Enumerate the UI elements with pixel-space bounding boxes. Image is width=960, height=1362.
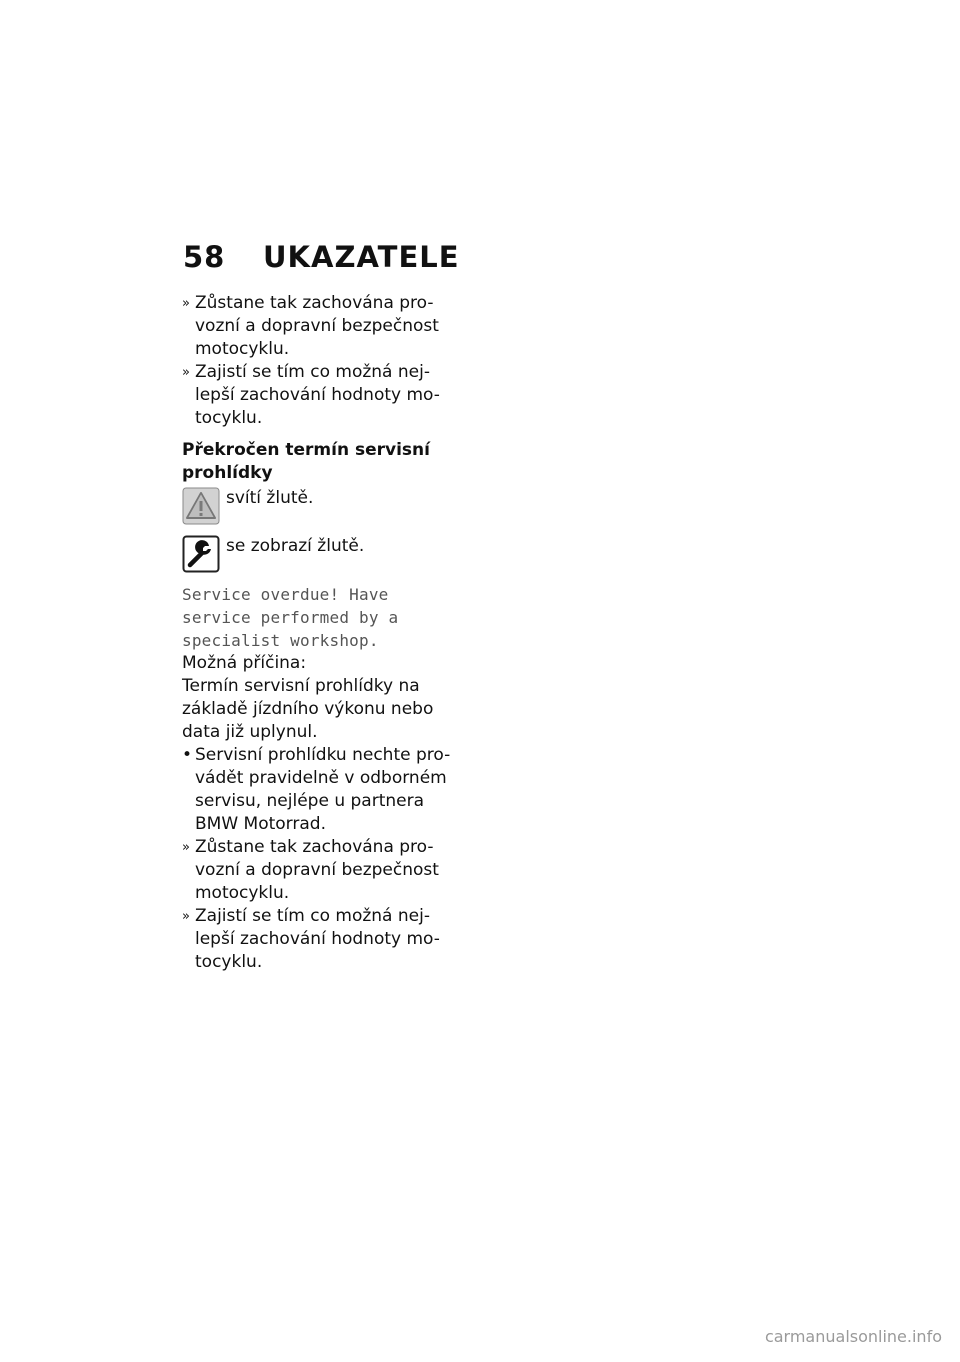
page-title: UKAZATELE	[263, 240, 460, 274]
warning-indicator-text: svítí žlutě.	[226, 488, 314, 508]
warning-triangle-icon	[182, 487, 220, 525]
page-number: 58	[183, 240, 226, 274]
cause-text: Termín servisní prohlídky na základě jízdního výkonu nebo data již uplynul.	[182, 676, 434, 742]
action-text: Servisní prohlídku nechte pro-vádět pravidelně v odborném servisu, nejlépe u partnera BMW Motorrad.	[195, 745, 451, 834]
result-item	[182, 905, 452, 974]
result-text: Zůstane tak zachována pro-vozní a dopravní bezpečnost motocyklu.	[195, 837, 439, 903]
wrench-icon	[182, 535, 220, 573]
cause-label: Možná příčina:	[182, 653, 307, 673]
result-text: Zůstane tak zachována pro-vozní a dopravní bezpečnost motocyklu.	[195, 293, 439, 359]
result-text: Zajistí se tím co možná nej-lepší zachování hodnoty mo-tocyklu.	[195, 362, 440, 428]
result-item	[182, 361, 452, 430]
arrow-marker-icon: »	[182, 840, 190, 855]
result-item	[182, 836, 452, 905]
display-message: Service overdue! Have service performed by a specialist workshop.	[182, 585, 399, 650]
page-content	[182, 292, 452, 974]
section-heading: Překročen termín servisní prohlídky	[182, 440, 430, 483]
service-indicator-row	[182, 535, 452, 573]
result-text: Zajistí se tím co možná nej-lepší zachování hodnoty mo-tocyklu.	[195, 906, 440, 972]
service-indicator-text: se zobrazí žlutě.	[226, 536, 365, 556]
arrow-marker-icon: »	[182, 909, 190, 924]
watermark: carmanualsonline.info	[764, 1327, 942, 1346]
result-item	[182, 292, 452, 361]
action-item	[182, 744, 452, 836]
bullet-marker-icon: •	[182, 745, 193, 765]
arrow-marker-icon: »	[182, 365, 190, 380]
warning-indicator-row	[182, 487, 452, 525]
arrow-marker-icon: »	[182, 296, 190, 311]
